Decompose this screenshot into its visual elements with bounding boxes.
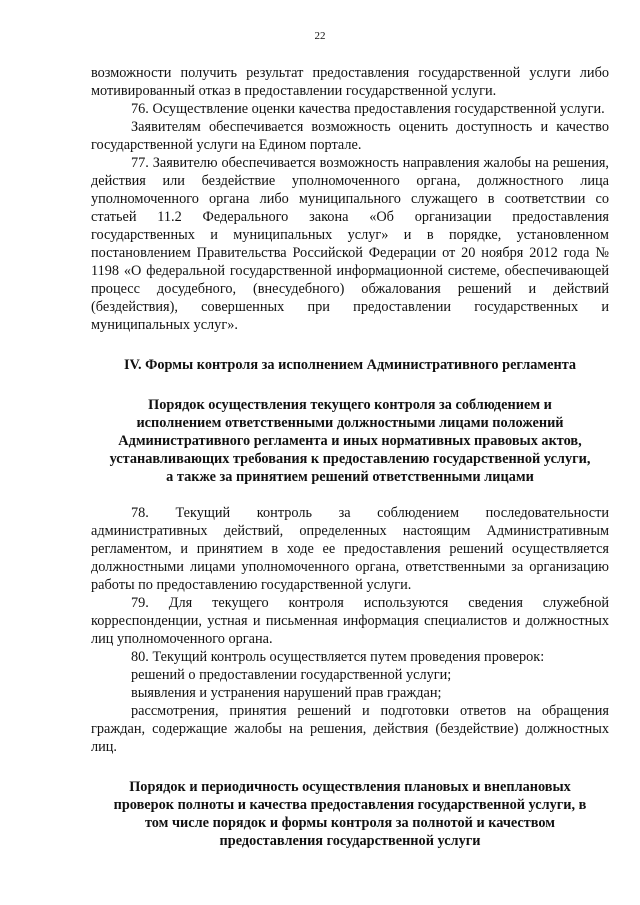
paragraph: 80. Текущий контроль осуществляется путем проведения проверок:	[131, 649, 545, 665]
subheading	[91, 396, 609, 486]
subheading-line: Административного регламента и иных нормативных правовых актов,	[118, 433, 582, 449]
page-number: 22	[314, 30, 326, 42]
paragraph: выявления и устранения нарушений прав граждан;	[131, 685, 442, 701]
section-heading: IV. Формы контроля за исполнением Административного регламента	[123, 357, 577, 373]
subheading-line: а также за принятием решений ответственными лицами	[166, 469, 534, 485]
subheading	[91, 778, 609, 850]
paragraph: 78. Текущий контроль за соблюдением последовательности административных действий, определенных настоящим Административным регламентом, и принятием в ходе ее предоставления решений осуществляется должностными лицами уполномоченного органа, ответственными за организацию работы по предоставлению государственной услуги.	[91, 505, 609, 593]
paragraph: 77. Заявителю обеспечивается возможность направления жалобы на решения, действия или бездействие уполномоченного органа, должностного лица уполномоченного органа либо муниципального служащего в соответствии со статьей 11.2 Федерального закона «Об организации предоставления государственных и муниципальных услуг» и в порядке, установленном постановлением Правительства Российской Федерации от 20 ноября 2012 года № 1198 «О федеральной государственной информационной системе, обеспечивающей процесс досудебного, (внесудебного) обжалования решений и действий (бездействия), совершенных при предоставлении государственных и муниципальных услуг».	[91, 155, 609, 333]
spacer	[91, 486, 609, 504]
subheading-line: проверок полноты и качества предоставления государственной услуги, в	[113, 797, 587, 813]
paragraph: возможности получить результат предоставления государственной услуги либо мотивированный отказ в предоставлении государственной услуги.	[91, 65, 609, 99]
subheading-line: устанавливающих требования к предоставлению государственной услуги,	[109, 451, 591, 467]
paragraph: рассмотрения, принятия решений и подготовки ответов на обращения граждан, содержащие жалобы на решения, действия (бездействие) должностных лиц.	[91, 703, 609, 755]
document-body	[91, 64, 609, 850]
subheading-line: предоставления государственной услуги	[219, 833, 481, 849]
subheading-line: исполнением ответственными должностными лицами положений	[136, 415, 564, 431]
paragraph: Заявителям обеспечивается возможность оценить доступность и качество государственной услуги на Едином портале.	[91, 119, 609, 153]
subheading-line: Порядок осуществления текущего контроля за соблюдением и	[148, 397, 552, 413]
paragraph: 79. Для текущего контроля используются сведения служебной корреспонденции, устная и письменная информация специалистов и должностных лиц уполномоченного органа.	[91, 595, 609, 647]
paragraph: 76. Осуществление оценки качества предоставления государственной услуги.	[131, 101, 605, 117]
subheading-line: том числе порядок и формы контроля за полнотой и качеством	[144, 815, 556, 831]
paragraph: решений о предоставлении государственной услуги;	[131, 667, 452, 683]
subheading-line: Порядок и периодичность осуществления плановых и внеплановых	[129, 779, 571, 795]
